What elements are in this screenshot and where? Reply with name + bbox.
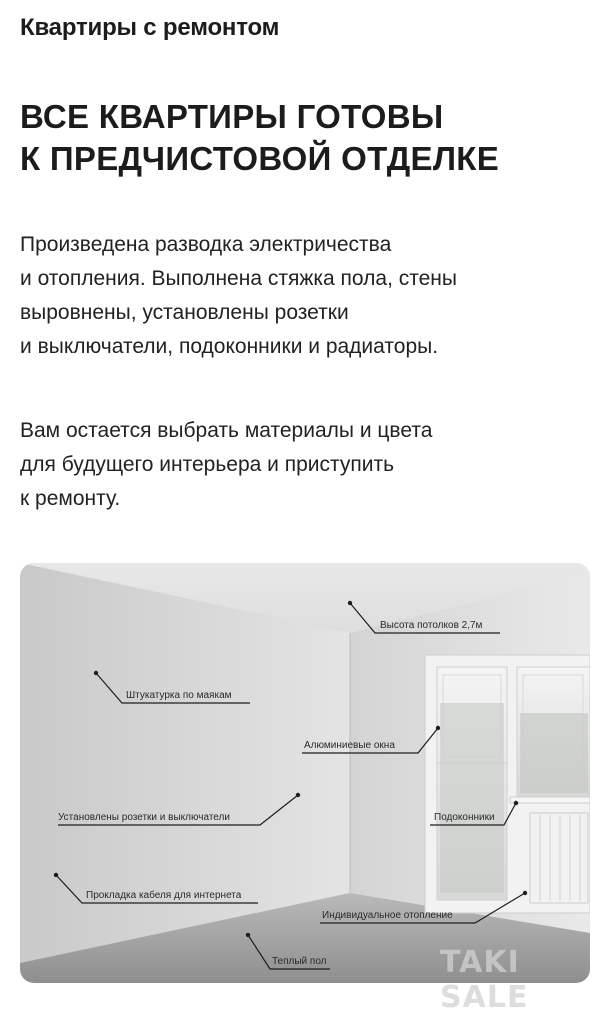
callout-sockets-switches: Установлены розетки и выключатели: [58, 812, 230, 823]
window-sill: [510, 797, 590, 803]
headline-line-1: ВСЕ КВАРТИРЫ ГОТОВЫ: [20, 98, 444, 135]
paragraph1-line-3: выровнены, установлены розетки: [20, 301, 349, 324]
paragraph2-line-1: Вам остается выбрать материалы и цвета: [20, 419, 433, 442]
paragraph1-line-1: Произведена разводка электричества: [20, 233, 392, 256]
description-paragraph-2: [20, 414, 432, 516]
headline: [20, 96, 499, 180]
description-paragraph-1: [20, 228, 457, 364]
paragraph1-line-4: и выключатели, подоконники и радиаторы.: [20, 335, 439, 358]
headline-line-2: К ПРЕДЧИСТОВОЙ ОТДЕЛКЕ: [20, 140, 500, 177]
callout-ceiling-height: Высота потолков 2,7м: [380, 620, 483, 631]
watermark: TAKI SALE: [440, 945, 529, 1015]
callout-heated-floor: Теплый пол: [272, 956, 327, 967]
callout-window-sills: Подоконники: [434, 812, 495, 823]
room-illustration: [20, 563, 590, 983]
radiator: [530, 813, 588, 903]
callout-internet-cable: Прокладка кабеля для интернета: [86, 890, 242, 901]
section-title: Квартиры с ремонтом: [20, 14, 280, 41]
room-scene: [20, 563, 590, 983]
paragraph2-line-3: к ремонту.: [20, 487, 121, 510]
callout-aluminum-windows: Алюминиевые окна: [304, 740, 395, 751]
paragraph2-line-2: для будущего интерьера и приступить: [20, 453, 395, 476]
callout-individual-heating: Индивидуальное отопление: [322, 910, 453, 921]
callout-plaster: Штукатурка по маякам: [126, 690, 232, 701]
paragraph1-line-2: и отопления. Выполнена стяжка пола, стены: [20, 267, 457, 290]
